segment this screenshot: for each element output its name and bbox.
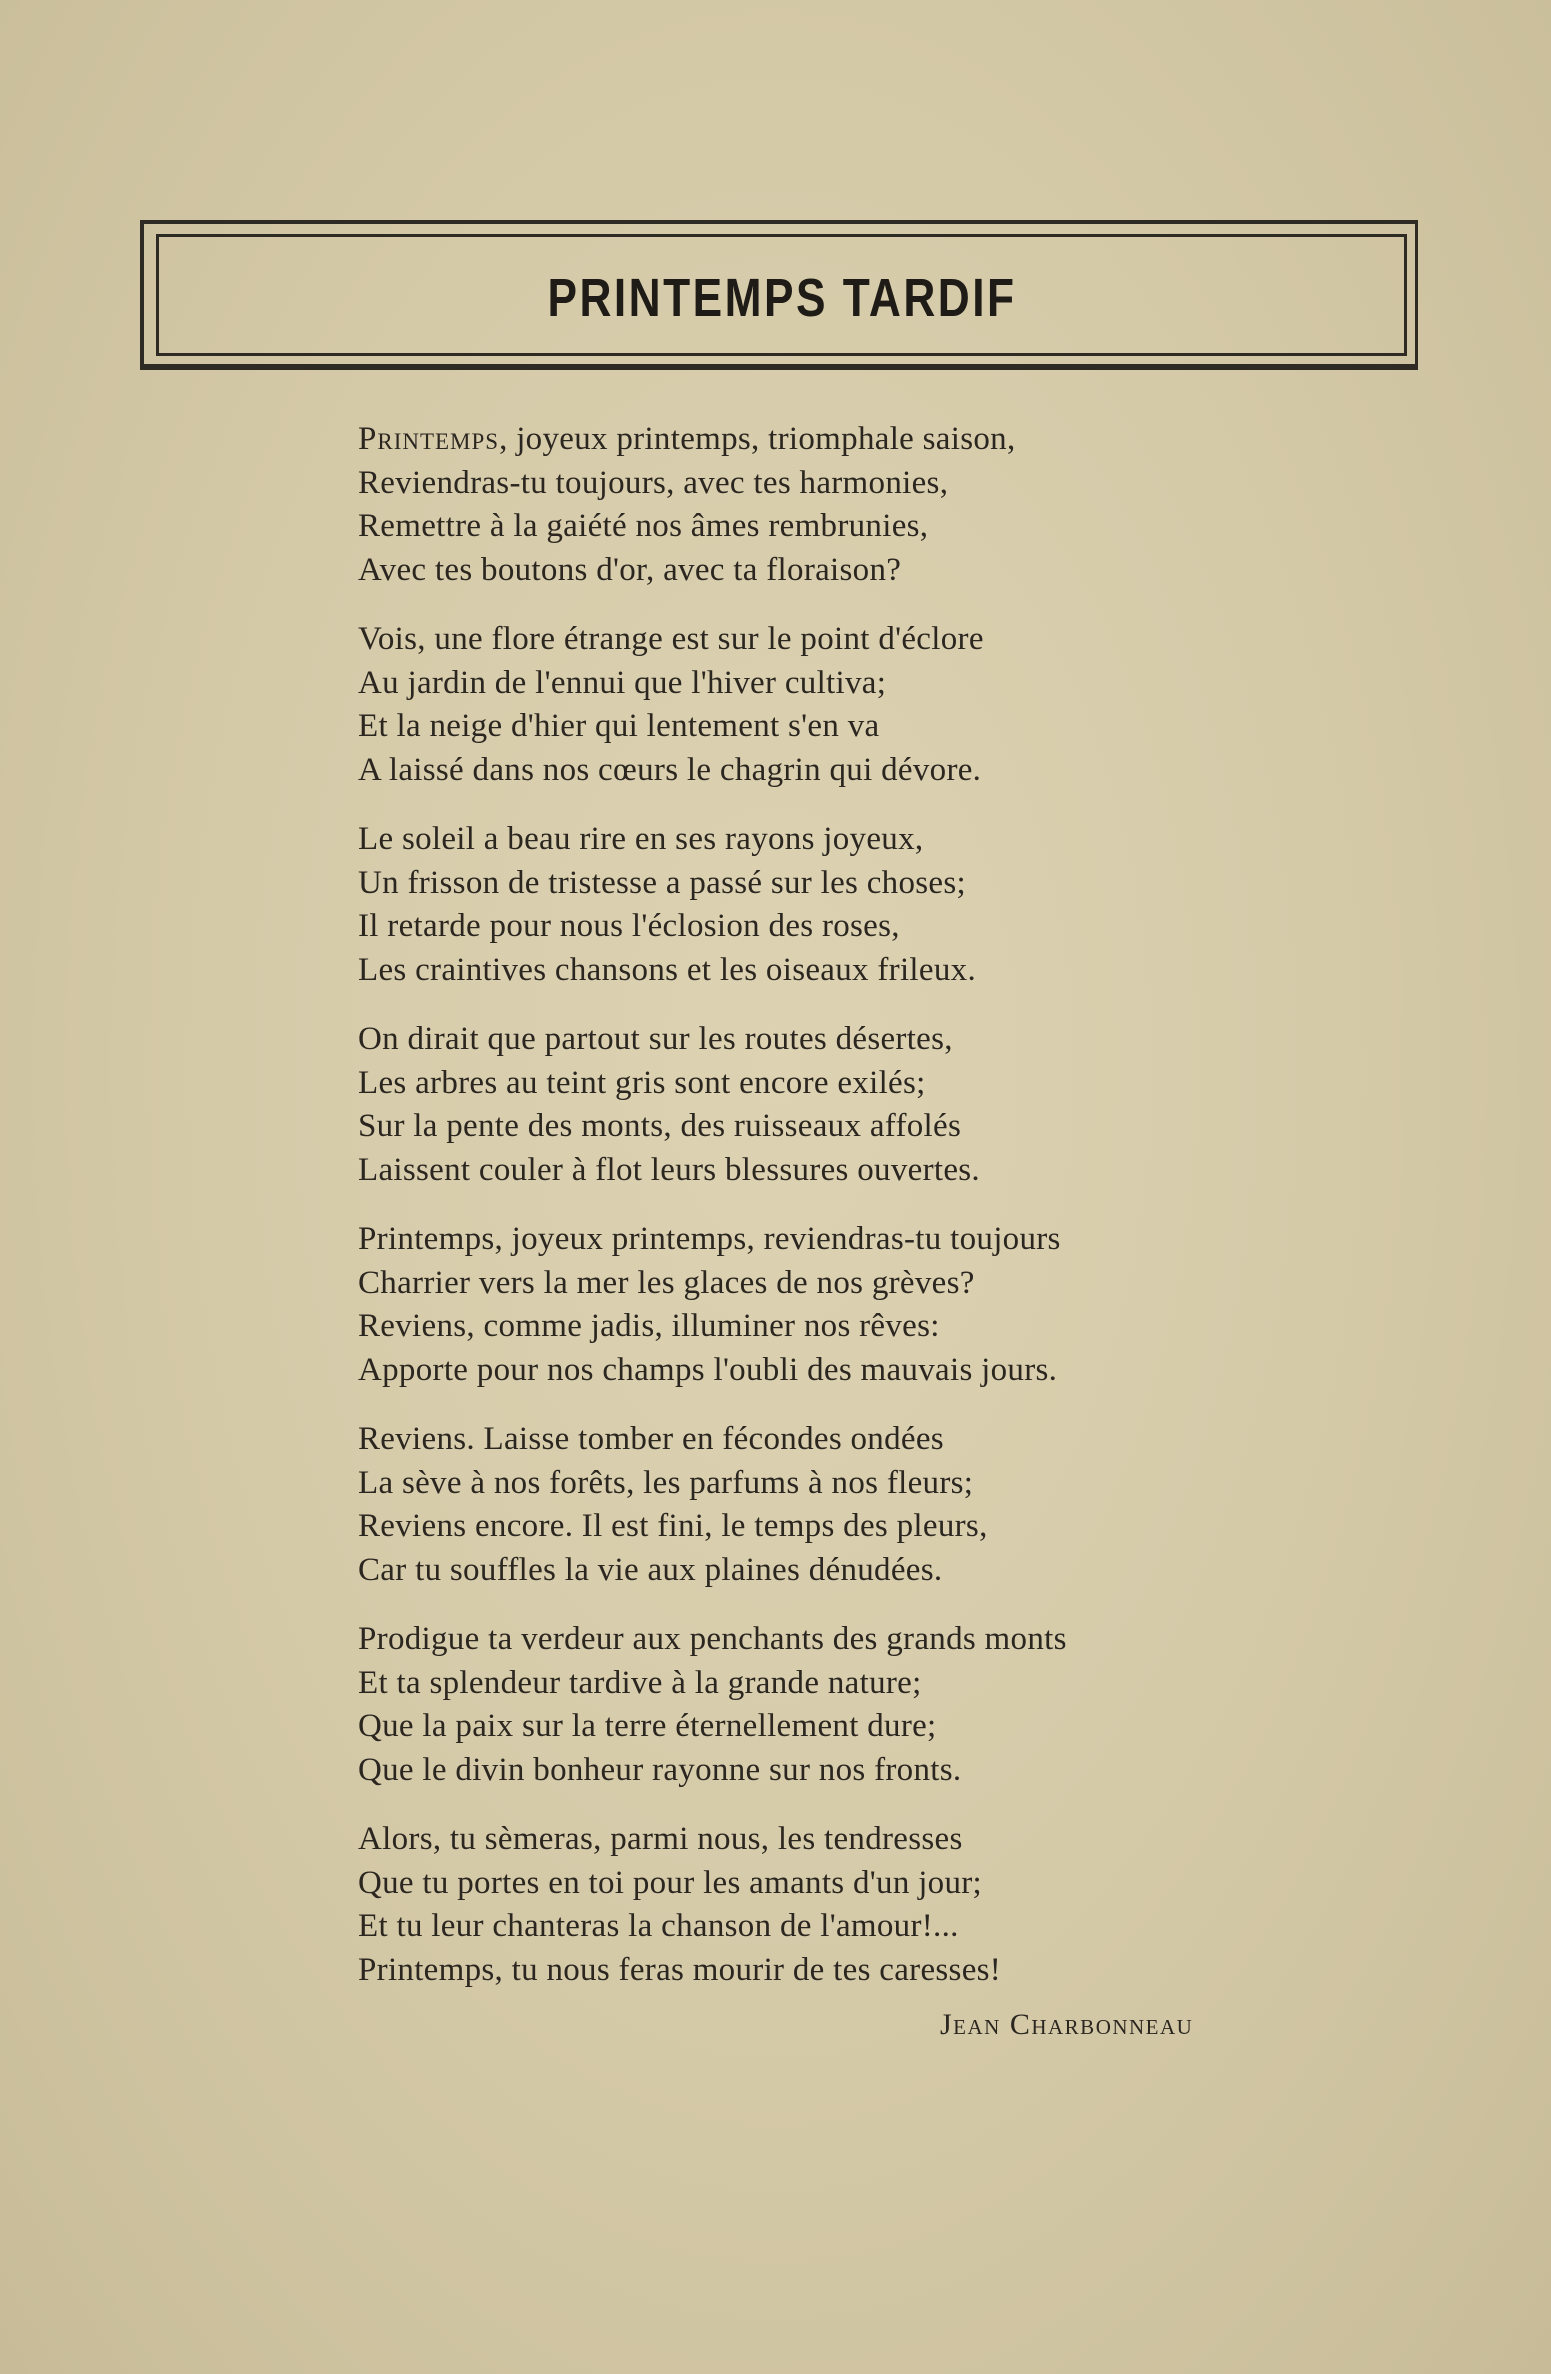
poem-line: Que la paix sur la terre éternellement dure; [358, 1708, 937, 1744]
poem-title: PRINTEMPS TARDIF [546, 268, 1017, 328]
poem-line: Le soleil a beau rire en ses rayons joyeux, [358, 821, 924, 857]
poem-line [358, 418, 1358, 462]
poem-line: A laissé dans nos cœurs le chagrin qui dévore. [358, 751, 982, 788]
poem-line: Vois, une flore étrange est sur le point d'éclore [358, 621, 984, 657]
poem-line: Sur la pente des monts, des ruisseaux affolés [358, 1108, 962, 1144]
poem-line: Remettre à la gaiété nos âmes rembrunies, [358, 508, 929, 544]
first-line-rest: , joyeux printemps, triomphale saison, [499, 421, 1016, 457]
poem-line: Les arbres au teint gris sont encore exilés; [358, 1064, 926, 1101]
author-signature: Jean Charbonneau [940, 2008, 1194, 2041]
poem-line: Laissent couler à flot leurs blessures ouvertes. [358, 1151, 980, 1188]
poem-line: Reviens. Laisse tomber en fécondes ondées [358, 1421, 944, 1457]
poem-line: Alors, tu sèmeras, parmi nous, les tendresses [358, 1821, 963, 1857]
poem-line: Que le divin bonheur rayonne sur nos fronts. [358, 1751, 962, 1788]
title-frame [140, 220, 1418, 370]
poem-line: Car tu souffles la vie aux plaines dénudées. [358, 1551, 943, 1588]
poem-line: Prodigue ta verdeur aux penchants des grands monts [358, 1621, 1067, 1657]
poem-line: Les craintives chansons et les oiseaux frileux. [358, 951, 976, 988]
stanza-5 [358, 1218, 1358, 1392]
stanza-6 [358, 1418, 1358, 1592]
title-inner-frame [156, 234, 1407, 356]
stanza-1 [358, 418, 1358, 592]
stanza-7 [358, 1618, 1358, 1792]
poem-line: Et ta splendeur tardive à la grande nature; [358, 1664, 922, 1701]
poem-line: Au jardin de l'ennui que l'hiver cultiva; [358, 664, 887, 701]
poem-body [358, 418, 1358, 2018]
poem-line: Charrier vers la mer les glaces de nos grèves? [358, 1264, 975, 1301]
poem-line: Reviens, comme jadis, illuminer nos rêves: [358, 1308, 940, 1344]
stanza-4 [358, 1018, 1358, 1192]
stanza-8 [358, 1818, 1358, 1992]
poem-line: Reviens encore. Il est fini, le temps des pleurs, [358, 1508, 988, 1544]
poem-line: Printemps, tu nous feras mourir de tes caresses! [358, 1951, 1002, 1988]
poem-line: La sève à nos forêts, les parfums à nos fleurs; [358, 1464, 974, 1501]
poem-line: On dirait que partout sur les routes désertes, [358, 1021, 953, 1057]
stanza-3 [358, 818, 1358, 992]
first-word: Printemps [358, 421, 500, 457]
poem-line: Et la neige d'hier qui lentement s'en va [358, 708, 880, 744]
poem-line: Reviendras-tu toujours, avec tes harmonies, [358, 464, 949, 501]
poem-line: Que tu portes en toi pour les amants d'un jour; [358, 1864, 983, 1901]
stanza-2 [358, 618, 1358, 792]
poem-line: Et tu leur chanteras la chanson de l'amour!... [358, 1908, 959, 1944]
poem-line: Il retarde pour nous l'éclosion des roses, [358, 908, 900, 944]
poem-line: Apporte pour nos champs l'oubli des mauvais jours. [358, 1351, 1058, 1388]
poem-line: Printemps, joyeux printemps, reviendras-tu toujours [358, 1221, 1061, 1257]
poem-line: Un frisson de tristesse a passé sur les choses; [358, 864, 966, 901]
poem-line: Avec tes boutons d'or, avec ta floraison? [358, 551, 902, 588]
